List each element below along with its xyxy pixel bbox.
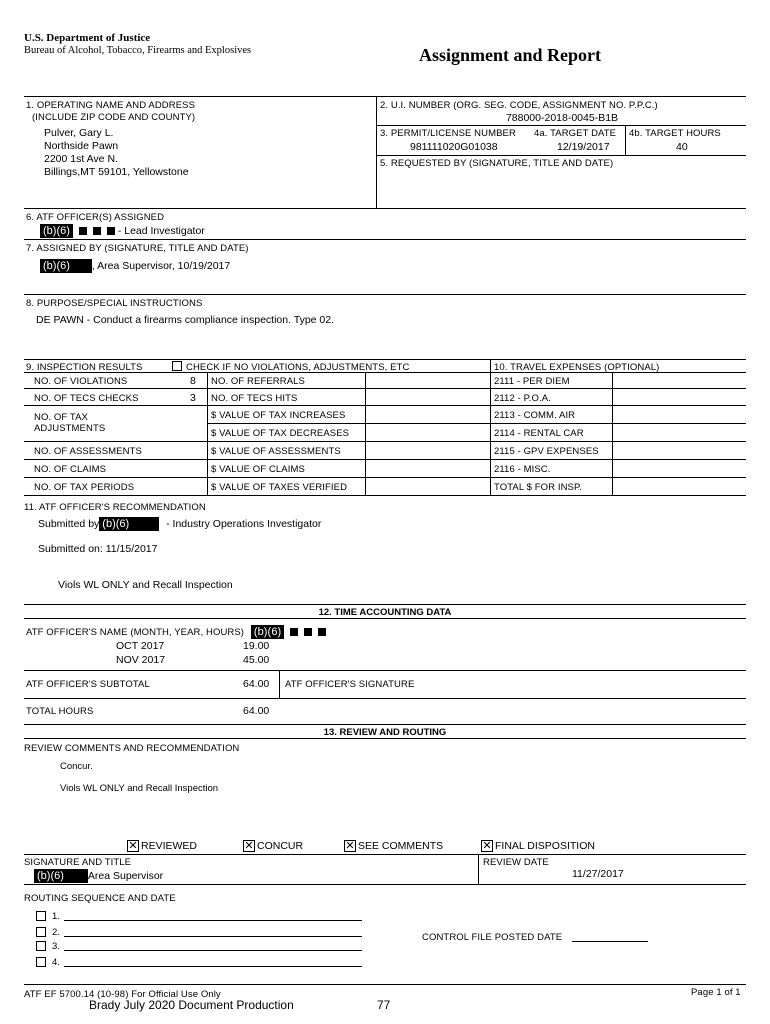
tecs-hits-label: NO. OF TECS HITS [211, 393, 298, 404]
concur-checkbox[interactable]: ✕ [244, 840, 254, 852]
target-date-value: 12/19/2017 [557, 141, 610, 153]
time-hours: 19.00 [243, 640, 270, 652]
operating-name-label: 1. OPERATING NAME AND ADDRESS [26, 100, 196, 111]
routing-number: 2. [52, 927, 61, 938]
rule [24, 96, 746, 97]
rule [24, 618, 746, 619]
bates-number: 77 [377, 998, 391, 1012]
tax-increases-label: $ VALUE OF TAX INCREASES [211, 410, 346, 421]
referrals-label: NO. OF REFERRALS [211, 376, 305, 387]
travel-row: 2112 - P.O.A. [494, 393, 551, 404]
rule [24, 495, 746, 496]
claims-value-label: $ VALUE OF CLAIMS [211, 464, 305, 475]
control-file-line [572, 941, 648, 942]
time-month: OCT 2017 [116, 640, 165, 652]
see-comments-label: SEE COMMENTS [358, 840, 444, 852]
total-hours-value: 64.00 [243, 705, 270, 717]
assessments-label: NO. OF ASSESSMENTS [34, 446, 142, 457]
no-violations-checkbox[interactable] [172, 361, 182, 371]
rule [24, 294, 746, 295]
rule [376, 155, 746, 156]
routing-line [64, 920, 362, 921]
redaction-mark [318, 628, 326, 636]
routing-number: 3. [52, 941, 61, 952]
submitted-role: - Industry Operations Investigator [166, 518, 322, 530]
rule [24, 984, 746, 985]
tax-periods-label: NO. OF TAX PERIODS [34, 482, 135, 493]
signature-title-label: SIGNATURE AND TITLE [24, 857, 132, 868]
target-hours-value: 40 [676, 141, 688, 153]
address-line: Northside Pawn [44, 140, 119, 152]
tax-adjustments-label: NO. OF TAX ADJUSTMENTS [34, 412, 106, 434]
rule [24, 604, 746, 605]
officer-signature-label: ATF OFFICER'S SIGNATURE [285, 679, 415, 690]
reviewed-label: REVIEWED [141, 840, 198, 852]
redaction: (b)(6) [251, 625, 285, 639]
routing-checkbox[interactable] [36, 927, 46, 937]
rule [24, 459, 746, 460]
assigned-by-label: 7. ASSIGNED BY (SIGNATURE, TITLE AND DATE) [26, 243, 249, 254]
concur-label: CONCUR [257, 840, 304, 852]
rule [24, 477, 746, 478]
rule [376, 125, 746, 126]
travel-row: 2111 - PER DIEM [494, 376, 570, 387]
travel-row: 2113 - COMM. AIR [494, 410, 576, 421]
assigned-by-value [40, 259, 230, 273]
no-violations-label: CHECK IF NO VIOLATIONS, ADJUSTMENTS, ETC [186, 362, 410, 373]
routing-checkbox[interactable] [36, 911, 46, 921]
form-number: ATF EF 5700.14 (10-98) For Official Use Only [24, 989, 221, 1000]
tecs-checks-value: 3 [190, 392, 196, 404]
tax-decreases-label: $ VALUE OF TAX DECREASES [211, 428, 350, 439]
assessments-value-label: $ VALUE OF ASSESSMENTS [211, 446, 341, 457]
permit-label: 3. PERMIT/LICENSE NUMBER [380, 128, 516, 139]
rule [625, 125, 626, 155]
time-month: NOV 2017 [116, 654, 166, 666]
target-date-label: 4a. TARGET DATE [534, 128, 617, 139]
officer-role: - Lead Investigator [117, 225, 205, 237]
redaction: (b)(6) [40, 224, 73, 238]
rule [490, 359, 491, 495]
submitted-by-line [38, 517, 321, 531]
routing-line [64, 950, 362, 951]
violations-value: 8 [190, 375, 196, 387]
routing-line [64, 936, 362, 937]
target-hours-label: 4b. TARGET HOURS [629, 128, 721, 139]
rule [207, 423, 746, 424]
tecs-checks-label: NO. OF TECS CHECKS [34, 393, 139, 404]
address-line: Pulver, Gary L. [44, 127, 114, 139]
redaction: (b)(6) [99, 517, 159, 531]
production-stamp: Brady July 2020 Document Production [89, 998, 294, 1012]
rule [24, 670, 746, 671]
redaction-mark [93, 227, 101, 235]
travel-expenses-label: 10. TRAVEL EXPENSES (OPTIONAL) [494, 362, 660, 373]
rule [24, 208, 746, 209]
assigned-by-text: , Area Supervisor, 10/19/2017 [91, 260, 231, 272]
purpose-label: 8. PURPOSE/SPECIAL INSTRUCTIONS [26, 298, 203, 309]
address-line: Billings,MT 59101, Yellowstone [44, 166, 189, 178]
rule [24, 884, 746, 885]
operating-address [44, 127, 189, 179]
purpose-text: DE PAWN - Conduct a firearms compliance inspection. Type 02. [36, 314, 335, 326]
submitted-on: Submitted on: 11/15/2017 [38, 543, 158, 555]
rule [24, 724, 746, 725]
signature-title: Area Supervisor [87, 870, 164, 882]
requested-by-label: 5. REQUESTED BY (SIGNATURE, TITLE AND DATE) [380, 158, 614, 169]
rule [24, 854, 746, 855]
review-comments-label: REVIEW COMMENTS AND RECOMMENDATION [24, 743, 240, 754]
bureau-name: Bureau of Alcohol, Tobacco, Firearms and Explosives [24, 45, 252, 56]
time-accounting-title: 12. TIME ACCOUNTING DATA [318, 607, 452, 618]
rule [279, 670, 280, 698]
violations-label: NO. OF VIOLATIONS [34, 376, 128, 387]
routing-number: 1. [52, 911, 61, 922]
routing-checkbox[interactable] [36, 941, 46, 951]
control-file-label: CONTROL FILE POSTED DATE [422, 932, 563, 943]
routing-number: 4. [52, 957, 61, 968]
permit-value: 981111020G01038 [410, 141, 498, 153]
form-title: Assignment and Report [419, 45, 602, 65]
rule [24, 388, 746, 389]
redaction: (b)(6) [34, 869, 88, 883]
review-date-value: 11/27/2017 [572, 868, 624, 880]
recommendation-label: 11. ATF OFFICER'S RECOMMENDATION [24, 502, 206, 513]
travel-row: 2114 - RENTAL CAR [494, 428, 584, 439]
reviewed-checkbox[interactable]: ✕ [128, 840, 138, 852]
review-comment: Concur. [60, 761, 93, 772]
submitted-by-label: Submitted by [38, 518, 100, 530]
officers-assigned-label: 6. ATF OFFICER(S) ASSIGNED [26, 212, 165, 223]
rule [24, 239, 746, 240]
officer-subtotal-label: ATF OFFICER'S SUBTOTAL [26, 679, 150, 690]
review-comment: Viols WL ONLY and Recall Inspection [60, 783, 219, 794]
agency-name: U.S. Department of Justice [24, 32, 151, 44]
rule [24, 738, 746, 739]
taxes-verified-label: $ VALUE OF TAXES VERIFIED [211, 482, 348, 493]
total-hours-label: TOTAL HOURS [26, 706, 94, 717]
signature-value [34, 869, 163, 883]
officers-assigned-value [40, 224, 205, 238]
routing-line [64, 966, 362, 967]
redaction-mark [304, 628, 312, 636]
review-date-label: REVIEW DATE [483, 857, 549, 868]
redaction-mark [290, 628, 298, 636]
rule [24, 359, 746, 360]
review-routing-title: 13. REVIEW AND ROUTING [323, 727, 447, 738]
ui-number-value: 788000-2018-0045-B1B [505, 112, 619, 124]
final-disposition-label: FINAL DISPOSITION [495, 840, 595, 852]
routing-label: ROUTING SEQUENCE AND DATE [24, 893, 176, 904]
officer-subtotal-value: 64.00 [243, 678, 270, 690]
rule [24, 405, 746, 406]
ui-number-label: 2. U.I. NUMBER (ORG. SEG. CODE, ASSIGNMENT NO. P.P.C.) [380, 100, 658, 111]
address-line: 2200 1st Ave N. [44, 153, 118, 165]
see-comments-checkbox[interactable]: ✕ [345, 840, 355, 852]
rule [24, 698, 746, 699]
page-indicator: Page 1 of 1 [691, 987, 741, 998]
operating-name-sublabel: (INCLUDE ZIP CODE AND COUNTY) [32, 112, 196, 123]
rule [478, 854, 479, 884]
rule [376, 96, 377, 208]
travel-row: 2116 - MISC. [494, 464, 551, 475]
final-disposition-checkbox[interactable]: ✕ [482, 840, 492, 852]
redaction-mark [107, 227, 115, 235]
claims-label: NO. OF CLAIMS [34, 464, 107, 475]
rule [24, 441, 746, 442]
time-hours: 45.00 [243, 654, 270, 666]
redaction: (b)(6) [40, 259, 92, 273]
inspection-results-label: 9. INSPECTION RESULTS [26, 362, 143, 373]
rule [24, 372, 746, 373]
recommendation-note: Viols WL ONLY and Recall Inspection [58, 579, 233, 591]
redaction-mark [79, 227, 87, 235]
travel-total: TOTAL $ FOR INSP. [494, 482, 582, 493]
travel-row: 2115 - GPV EXPENSES [494, 446, 599, 457]
routing-checkbox[interactable] [36, 957, 46, 967]
officer-name-label [26, 625, 326, 639]
officer-name-label-text: ATF OFFICER'S NAME (MONTH, YEAR, HOURS) [26, 627, 245, 638]
redaction-mark [70, 872, 78, 880]
